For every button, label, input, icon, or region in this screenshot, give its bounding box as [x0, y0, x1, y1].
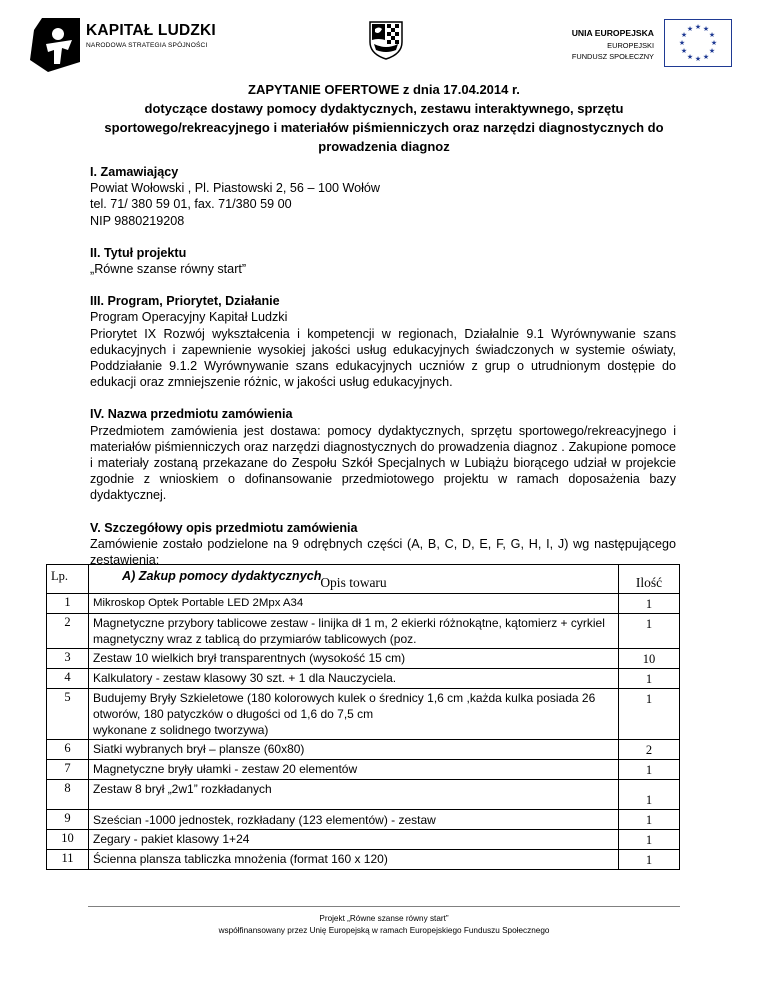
row-desc: Zegary - pakiet klasowy 1+24	[89, 830, 619, 850]
svg-text:★: ★	[680, 47, 688, 55]
row-lp: 2	[47, 614, 89, 649]
row-qty: 2	[619, 740, 680, 760]
footer-divider	[88, 906, 680, 907]
order-description-text: Zamówienie zostało podzielone na 9 odrębnych części (A, B, C, D, E, F, G, H, I, J) wg następującego zestawienia:	[90, 536, 676, 568]
row-desc: Magnetyczne bryły ułamki - zestaw 20 elementów	[89, 760, 619, 780]
table-row	[47, 810, 680, 830]
ue-line2: EUROPEJSKI	[607, 40, 654, 50]
ue-line1: UNIA EUROPEJSKA	[571, 28, 654, 38]
row-qty: 1	[619, 669, 680, 689]
table-header-row	[47, 565, 680, 594]
section-title: IV. Nazwa przedmiotu zamówienia	[90, 407, 293, 422]
eu-flag	[664, 19, 732, 67]
row-desc: Zestaw 8 brył „2w1” rozkładanych	[89, 780, 619, 810]
svg-text:★: ★	[694, 55, 702, 63]
table-row	[47, 850, 680, 870]
phone-line: tel. 71/ 380 59 01, fax. 71/380 59 00	[90, 197, 292, 212]
svg-text:★: ★	[694, 23, 702, 31]
row-desc: Sześcian -1000 jednostek, rozkładany (123 elementów) - zestaw	[89, 810, 619, 830]
row-qty: 1	[619, 760, 680, 780]
section-nazwa	[90, 406, 676, 503]
table-row	[47, 830, 680, 850]
row-lp: 11	[47, 850, 89, 870]
svg-text:★: ★	[710, 39, 718, 47]
table-row	[47, 594, 680, 614]
row-lp: 4	[47, 669, 89, 689]
row-desc: Ścienna plansza tabliczka mnożenia (format 160 x 120)	[89, 850, 619, 870]
nip-line: NIP 9880219208	[90, 213, 185, 228]
subsection-title: A) Zakup pomocy dydaktycznych	[122, 569, 322, 584]
row-lp: 9	[47, 810, 89, 830]
row-desc: Mikroskop Optek Portable LED 2Mpx A34	[89, 594, 619, 614]
row-qty: 1	[619, 594, 680, 614]
document-heading	[100, 80, 668, 156]
row-lp: 5	[47, 689, 89, 740]
table-row	[47, 740, 680, 760]
ue-line3: FUNDUSZ SPOŁECZNY	[571, 52, 654, 61]
table-row	[47, 614, 680, 649]
row-desc: Budujemy Bryły Szkieletowe (180 kolorowych kulek o średnicy 1,6 cm ,każda kulka posiada 26 otworów, 180 patyczków o długości od 1,6 do 7,5 cm wykonane z solidnego tworzywa)	[89, 689, 619, 740]
row-qty: 1	[619, 780, 680, 810]
row-desc: Magnetyczne przybory tablicowe zestaw - linijka dł 1 m, 2 ekierki różnokątne, kątomierz + cyrkiel magnetyczny wraz z tablicą do przymiarów tablicowych (poz.	[89, 614, 619, 649]
row-qty: 1	[619, 689, 680, 740]
svg-text:★: ★	[702, 53, 710, 61]
row-qty: 1	[619, 614, 680, 649]
kapital-ludzki-title: KAPITAŁ LUDZKI	[86, 22, 216, 39]
svg-text:★: ★	[678, 39, 686, 47]
section-title: III. Program, Priorytet, Działanie	[90, 294, 280, 309]
section-zamawiajacy	[90, 164, 676, 229]
document-body	[90, 164, 676, 584]
row-desc: Kalkulatory - zestaw klasowy 30 szt. + 1 dla Nauczyciela.	[89, 669, 619, 689]
section-program	[90, 293, 676, 390]
row-lp: 1	[47, 594, 89, 614]
header-lp: Lp.	[47, 565, 89, 594]
page-footer	[88, 913, 680, 936]
svg-text:★: ★	[708, 47, 716, 55]
kapital-ludzki-subtitle: NARODOWA STRATEGIA SPÓJNOŚCI	[86, 42, 208, 49]
row-lp: 8	[47, 780, 89, 810]
section-title: II. Tytuł projektu	[90, 245, 187, 260]
table-row	[47, 780, 680, 810]
table-row	[47, 689, 680, 740]
svg-text:★: ★	[708, 31, 716, 39]
svg-text:★: ★	[686, 25, 694, 33]
heading-line2: dotyczące dostawy pomocy dydaktycznych, zestawu interaktywnego, sprzętu sportowego/rekreacyjnego i materiałów piśmienniczych oraz narzędzi diagnostycznych do prowadzenia diagnoz	[104, 101, 664, 154]
row-lp: 6	[47, 740, 89, 760]
powiat-crest	[368, 20, 404, 60]
svg-text:★: ★	[702, 25, 710, 33]
row-qty: 1	[619, 850, 680, 870]
priority-text: Priorytet IX Rozwój wykształcenia i kompetencji w regionach, Działalnie 9.1 Wyrównywanie szans edukacyjnych i zapewnienie wysokiej jakości usług edukacyjnych świadczonych w systemie oświaty, Poddziałanie 9.1.2 Wyrównywanie szans edukacyjnych uczniów z grup o utrudnionym dostępie do edukacji oraz zmniejszenie różnic, w jakości usług edukacyjnych.	[90, 326, 676, 390]
row-qty: 1	[619, 810, 680, 830]
row-qty: 1	[619, 830, 680, 850]
section-title: V. Szczegółowy opis przedmiotu zamówienia	[90, 520, 358, 535]
program-line: Program Operacyjny Kapitał Ludzki	[90, 310, 288, 325]
project-title: „Równe szanse równy start”	[90, 262, 247, 277]
section-tytul	[90, 245, 676, 277]
header-desc: Opis towaru	[89, 565, 619, 594]
row-qty: 10	[619, 649, 680, 669]
footer-line2: współfinansowany przez Unię Europejską w ramach Europejskiego Funduszu Społecznego	[218, 925, 550, 935]
kapital-ludzki-emblem-icon	[28, 16, 86, 74]
footer-line1: Projekt „Równe szanse równy start”	[319, 914, 449, 923]
row-desc: Zestaw 10 wielkich brył transparentnych (wysokość 15 cm)	[89, 649, 619, 669]
header-qty: Ilość	[619, 565, 680, 594]
row-lp: 3	[47, 649, 89, 669]
ue-label	[552, 28, 654, 63]
section-title: I. Zamawiający	[90, 165, 179, 179]
svg-text:★: ★	[680, 31, 688, 39]
eu-flag-icon	[664, 19, 732, 67]
table-row	[47, 760, 680, 780]
order-subject-text: Przedmiotem zamówienia jest dostawa: pomocy dydaktycznych, sprzętu sportowego/rekreacyjnego i materiałów piśmienniczych oraz narzędzi diagnostycznych do prowadzenia diagnoz . Zakupione pomoce i materiały zostaną przekazane do Zespołu Szkół Specjalnych w Lubiążu biorącego udział w projekcie zgodnie z wnioskiem o dofinansowanie przedmiotowego projektu w ramach doposażenia bazy dydaktycznej.	[90, 423, 676, 503]
svg-text:★: ★	[686, 53, 694, 61]
row-lp: 10	[47, 830, 89, 850]
items-table	[46, 564, 680, 870]
coat-of-arms-icon	[368, 20, 404, 60]
row-lp: 7	[47, 760, 89, 780]
heading-line1: ZAPYTANIE OFERTOWE z dnia 17.04.2014 r.	[248, 82, 520, 97]
table-row	[47, 649, 680, 669]
table-row	[47, 669, 680, 689]
address-line: Powiat Wołowski , Pl. Piastowski 2, 56 – 100 Wołów	[90, 181, 381, 196]
row-desc: Siatki wybranych brył – plansze (60x80)	[89, 740, 619, 760]
